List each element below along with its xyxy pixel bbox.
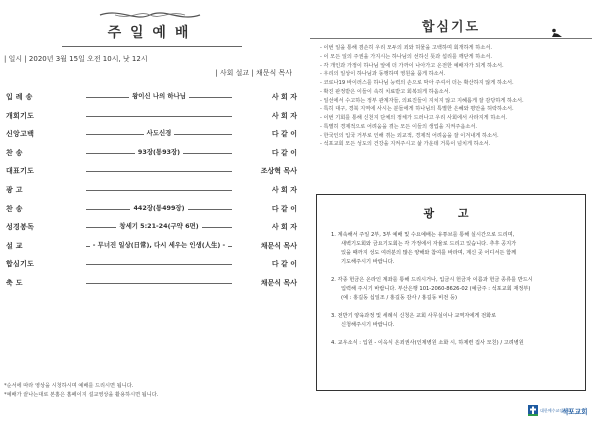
notice-line: 새벽기도회와 금요기도회는 각 가정에서 자율로 드리고 있습니다. 추후 공지가 xyxy=(341,241,517,247)
order-leader: 채문식 목사 xyxy=(260,241,297,250)
prayer-item: - 특히 대구, 경북 지역에 사시는 분들에게 하나님의 특별한 은혜와 평안을 허락하소서. xyxy=(320,106,514,113)
order-leader: 사 회 자 xyxy=(271,185,297,194)
prayer-item: - 일선에서 수고하는 정부 관계자들, 의료진들이 지치지 않고 지혜롭게 잘 감당하게 하소서. xyxy=(320,97,524,104)
notice-line: 있을 때까지 성도 여러분의 많은 양해와 참여를 바라며, 계신 곳 어디서든 함께 xyxy=(341,250,517,256)
order-row xyxy=(0,237,298,256)
order-leader: 사 회 자 xyxy=(271,93,297,101)
notice-line: 신청해주시기 바랍니다. xyxy=(341,322,395,328)
order-leader: 사 회 자 xyxy=(271,111,297,120)
footnote: *순서에 따라 영상을 시청하시며 예배를 드리시면 됩니다. xyxy=(4,383,134,389)
title-divider xyxy=(62,46,242,47)
prayer-notice-page xyxy=(302,0,600,424)
order-leader: 다 같 이 xyxy=(271,204,297,213)
order-of-worship-page xyxy=(0,0,298,424)
order-content-text: 창세기 5:21-24(구약 6면) xyxy=(116,222,201,230)
order-label: 축 도 xyxy=(6,278,23,287)
order-row xyxy=(0,274,298,293)
order-rule xyxy=(86,283,232,284)
order-content xyxy=(86,128,232,137)
service-preacher: | 사회 설교 | 채문식 목사 xyxy=(215,69,292,77)
prayer-item: - 특별히 경제적으로 어려움을 겪는 모든 이들의 생업을 지켜주옵소서. xyxy=(320,123,478,130)
notice-title: 광 고 xyxy=(423,207,479,220)
prayer-item: - 이번 기회를 통해 신천지 단체의 정체가 드러나고 우리 사회에서 사라지게 하소서. xyxy=(320,115,508,121)
church-logo xyxy=(528,404,600,418)
prayer-item: - 확진 판정받은 이들이 속히 치료받고 회복되게 하옵소서. xyxy=(320,88,451,95)
praying-person-icon xyxy=(551,28,563,38)
title-ornament xyxy=(95,8,205,22)
order-leader: 사 회 자 xyxy=(271,223,297,232)
order-label: 찬 송 xyxy=(6,148,23,157)
prayer-list xyxy=(320,44,596,149)
prayer-item: - 이번 일을 통해 겸손히 우리 모두의 죄와 허물을 고백하며 회개하게 하소서. xyxy=(320,45,492,51)
notice-item xyxy=(331,231,575,267)
order-row xyxy=(0,218,298,237)
order-leader: 조상혁 목사 xyxy=(260,167,297,176)
order-row xyxy=(0,200,298,219)
order-row xyxy=(0,88,298,107)
order-leader: 채문식 목사 xyxy=(260,278,297,287)
order-content xyxy=(86,203,232,212)
order-row xyxy=(0,181,298,200)
order-label: 신앙고백 xyxy=(6,130,35,139)
notice-box xyxy=(316,194,586,391)
order-label: 개회기도 xyxy=(6,111,35,120)
order-leader: 다 같 이 xyxy=(271,130,297,139)
notice-line: (예 : 홍길동 십일조 / 홍길동 감사 / 홍길동 비전 등) xyxy=(341,295,457,301)
notice-line: 2. 각종 헌금은 온라인 계좌를 통해 드리시거나, 입금시 헌금자 이름과 헌금 종류를 반드시 xyxy=(331,277,533,283)
order-row xyxy=(0,107,298,126)
prayer-item: - 각 개인과 가정이 하나님 앞에 더 가까이 나아가고 온전한 예배자가 되게 하소서. xyxy=(320,62,504,69)
order-content-text: 왕이신 나의 하나님 xyxy=(129,92,189,100)
order-content xyxy=(86,147,232,156)
order-rule xyxy=(86,190,232,191)
prayer-item: - 이 모든 일의 주권을 가지시는 하나님의 선하신 뜻과 섭리를 깨닫게 하소서. xyxy=(320,53,492,60)
footnotes xyxy=(4,382,158,400)
footnote: *예배가 끝나는대로 본홈은 홈페이지 설교영상을 활용하시면 됩니다. xyxy=(4,392,159,398)
order-label: 찬 송 xyxy=(6,204,23,213)
order-label: 성경봉독 xyxy=(6,223,35,232)
order-content-text: 93장(통93장) xyxy=(135,148,183,156)
order-rule xyxy=(86,171,232,172)
notice-item xyxy=(331,339,575,348)
order-row xyxy=(0,162,298,181)
order-rule xyxy=(86,264,232,265)
prayer-title-divider xyxy=(310,38,592,39)
order-content xyxy=(86,221,232,230)
service-title: 주 일 예 배 xyxy=(107,25,191,41)
notice-line: 1. 계속해서 주일 2부, 3부 예배 및 수요예배는 유튜브를 통해 실시간으로 드리며, xyxy=(331,232,515,238)
order-content-text: 사도신경 xyxy=(144,129,175,137)
notice-item xyxy=(331,312,575,330)
notice-line: 기도해주시기 바랍니다. xyxy=(341,259,395,265)
service-datetime: | 일시 | 2020년 3월 15일 오전 10시, 낫 12시 xyxy=(4,55,148,63)
order-label: 합심기도 xyxy=(6,260,35,269)
order-label: 입 례 송 xyxy=(6,93,33,101)
notice-list xyxy=(331,231,575,357)
order-content-text: 442장(통499장) xyxy=(130,204,187,212)
order-leader: 다 같 이 xyxy=(271,260,297,269)
prayer-item: - 석포교회 모든 성도의 건강을 지켜주시고 삶 가운데 거룩이 넘치게 하소서. xyxy=(320,141,491,148)
notice-line: 4. 교우소식 : 입원 - 이옥식 온죄권사(인제병원 소화 시, 하제련 집사 모친) / 고려병원 xyxy=(331,340,524,346)
notice-line: 입력해 주시기 바랍니다. 부산은행 101-2060-8626-02 (예금주 : 석포교회 재정부) xyxy=(341,286,531,292)
church-name: 석포교회 xyxy=(562,408,588,416)
order-label: 광 고 xyxy=(6,185,23,194)
prayer-title: 합심기도 xyxy=(421,20,481,35)
order-content xyxy=(86,91,232,100)
denomination-label: 대한예수교장로회 xyxy=(540,408,571,413)
order-row xyxy=(0,125,298,144)
prayer-item: - 코로나19 바이러스를 하나님 능력의 손으로 막아 주셔서 더는 확산하지 않게 하소서. xyxy=(320,80,514,86)
church-logo-icon xyxy=(528,405,538,416)
prayer-item: - 우리의 일상이 하나님과 동행하며 영원을 품게 하소서. xyxy=(320,71,446,78)
order-row xyxy=(0,144,298,163)
order-label: 대표기도 xyxy=(6,167,35,176)
notice-item xyxy=(331,276,575,303)
order-label: 설 교 xyxy=(6,241,23,250)
order-row xyxy=(0,255,298,274)
order-leader: 다 같 이 xyxy=(271,148,297,157)
order-list xyxy=(0,88,298,293)
prayer-item: - 한국인의 입국 거부로 인해 겪는 외교적, 경제적 어려움을 잘 이겨내게 하소서. xyxy=(320,132,499,139)
order-content xyxy=(86,240,232,249)
order-rule xyxy=(86,116,232,117)
order-content-text: - 무너진 일상(日常), 다시 세우는 인생(人生) - xyxy=(90,241,228,249)
notice-line: 3. 전반기 양육과정 및 세례식 신청은 교회 사무실이나 교역자에게 전화로 xyxy=(331,313,497,319)
